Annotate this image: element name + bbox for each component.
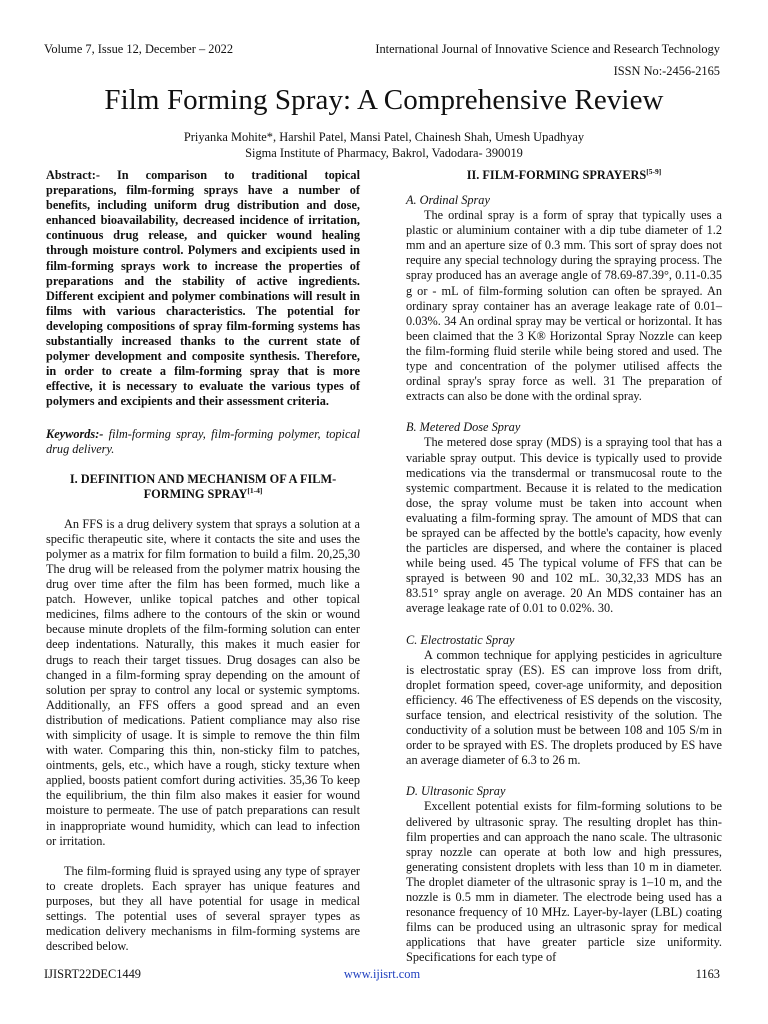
body-paragraph: The film-forming fluid is sprayed using any type of sprayer to create droplets. Each sprayer has unique features and purposes, but they all have potential for usage in medical settings. The potential uses of several sprayer types as medication delivery mechanisms in film-forming systems are described below. [46, 863, 360, 954]
page-number: 1163 [695, 967, 720, 981]
body-paragraph: The metered dose spray (MDS) is a spraying tool that has a variable spray output. This device is typically used to provide medications via the transdermal or transmucosal route to the systemic compartment. Because it is related to the medication dose, the spray volume must be taken into account when evaluating a film-forming spray. The amount of MDS that can be sprayed can be affected by the bottle's capacity, how evenly the particles are dispersed, and where the container is placed while being used. 45 The typical volume of FFS that can be sprayed is between 90 and 102 mL. 30,32,33 MDS has an 83.51° spray angle on average. 20 An MDS container has an average leakage rate of 0.01 to 0.02%. 30. [406, 435, 722, 616]
body-paragraph: Excellent potential exists for film-forming solutions to be delivered by ultrasonic spray. The resulting droplet has thin-film properties and can approach the nano scale. The ultrasonic spray nozzle can operate at both low and high pressures, generating consistent droplets with less than 10 m in diameter. The droplet diameter of the ultrasonic spray is 1–10 m, and the nozzle is 0.5 mm in diameter. The electrode being used has a resonance frequency of 10 MHz. Layer-by-layer (LBL) coating films can be produced using an ultrasonic spray for medical applications that have greater particle size uniformity. Specifications for each type of [406, 799, 722, 965]
paper-title: Film Forming Spray: A Comprehensive Review [104, 84, 664, 116]
article-code: IJISRT22DEC1449 [44, 967, 142, 981]
website-link[interactable]: www.ijisrt.com [343, 967, 421, 981]
keywords-text: film-forming spray, film-forming polymer, topical drug delivery. [46, 426, 360, 456]
section-heading-definition [46, 472, 360, 502]
citation-ref: [5-9] [646, 166, 662, 176]
body-paragraph: The ordinal spray is a form of spray that typically uses a plastic or aluminium container with a dip tube diameter of 1.2 mm and an aperture size of 0.3 mm. This sort of spray does not require any special technology during the spraying process. The spray produced has an average angle of 78.69-87.39°, 0.11-0.35 g or - mL of film-forming solution can often be sprayed. An ordinary spray container has an average leakage rate of 0.01–0.03%. 34 An ordinal spray may be vertical or horizontal. It has been claimed that the 3 K® Horizontal Spray Nozzle can keep the film-forming fluid sterile while being stored and used. The type and concentration of the polymer utilised affects the ordinal spray's spray force as well. 31 The preparation of extracts can also be done with the ordinal spray. [406, 208, 722, 404]
subsection-title: D. Ultrasonic Spray [406, 784, 506, 799]
subsection-title: A. Ordinal Spray [406, 193, 490, 207]
right-column [406, 168, 722, 966]
section-heading-text: I. DEFINITION AND MECHANISM OF A FILM-FORMING SPRAY [69, 471, 337, 501]
left-column [46, 168, 360, 954]
keywords-label: Keywords:- [46, 426, 104, 441]
journal-name: International Journal of Innovative Science and Research Technology [375, 42, 720, 56]
author-block [0, 129, 768, 161]
page-footer [44, 967, 720, 983]
section-heading-sprayers [406, 168, 722, 183]
running-header [44, 42, 720, 60]
volume-info: Volume 7, Issue 12, December – 2022 [44, 42, 234, 56]
abstract: Abstract:- In comparison to traditional topical preparations, film-forming sprays have a number of benefits, including uniform drug distribution and dose, enhanced bioavailability, decreased incidence of irritation, continuous drug release, and quicker wound healing through moisture control. Polymers and excipients used in film-forming sprays work to increase the properties of preparations and the stability of active ingredients. Different excipient and polymer combinations will result in films with various characteristics. The potential for developing compositions of spray film-forming systems has substantially increased thanks to the current state of polymer development and composite synthesis. Therefore, in order to create a film-forming spray that is more effective, it is necessary to evaluate the various types of polymers and excipients and their assessment criteria. [46, 168, 360, 409]
subsection-title: C. Electrostatic Spray [406, 632, 515, 647]
author-list: Priyanka Mohite*, Harshil Patel, Mansi Patel, Chainesh Shah, Umesh Upadhyay [183, 130, 585, 144]
body-paragraph: A common technique for applying pesticides in agriculture is electrostatic spray (ES). ES can improve loss from drift, droplet formation speed, cover-age uniformity, and deposition efficiency. 46 The effectiveness of ES depends on the viscosity, surface tension, and electrical resistivity of the solution. The conductivity of a solution must be between 108 and 105 S/m in order to be sprayed with ES. The droplets produced by ES have an average diameter of 6.3 to 26 m. [406, 647, 722, 768]
subsection-title: B. Metered Dose Spray [406, 420, 521, 435]
citation-ref: [1-4] [247, 485, 263, 495]
issn-number: ISSN No:-2456-2165 [613, 64, 720, 78]
body-paragraph: An FFS is a drug delivery system that sprays a solution at a specific therapeutic site, where it contacts the site and uses the polymer as a matrix for film formation to build a film. 20,25,30 The drug will be released from the polymer matrix housing the drug over time after the film has been formed, much like a patch. However, unlike topical patches and other topical medicines, films adhere to the contours of the skin or wound because minute droplets of the film-forming solution can enter deep indentations. Naturally, this makes it much easier for drugs to reach their target tissues. Drug dosages can also be changed in a film-forming spray depending on the amount of solution per spray to control any local or systemic symptoms. Additionally, an FFS offers a good spread and an even distribution of medications. Patient compliance may also rise with simplicity of usage. It is simple to remove the thin film with water. Comparing this thin, non-sticky film to patches, ointments, gels, etc., which have a rough, sticky texture when applied, boosts patient comfort during activities. 35,36 To keep the equilibrium, the thin film also makes it easier for wound moisture to permeate. The use of patch preparations can result in inappropriate wound humidity, which can lead to infection or irritation. [46, 516, 360, 848]
keywords [46, 427, 360, 457]
section-heading-text: II. FILM-FORMING SPRAYERS [466, 168, 647, 182]
affiliation: Sigma Institute of Pharmacy, Bakrol, Vadodara- 390019 [245, 146, 523, 160]
